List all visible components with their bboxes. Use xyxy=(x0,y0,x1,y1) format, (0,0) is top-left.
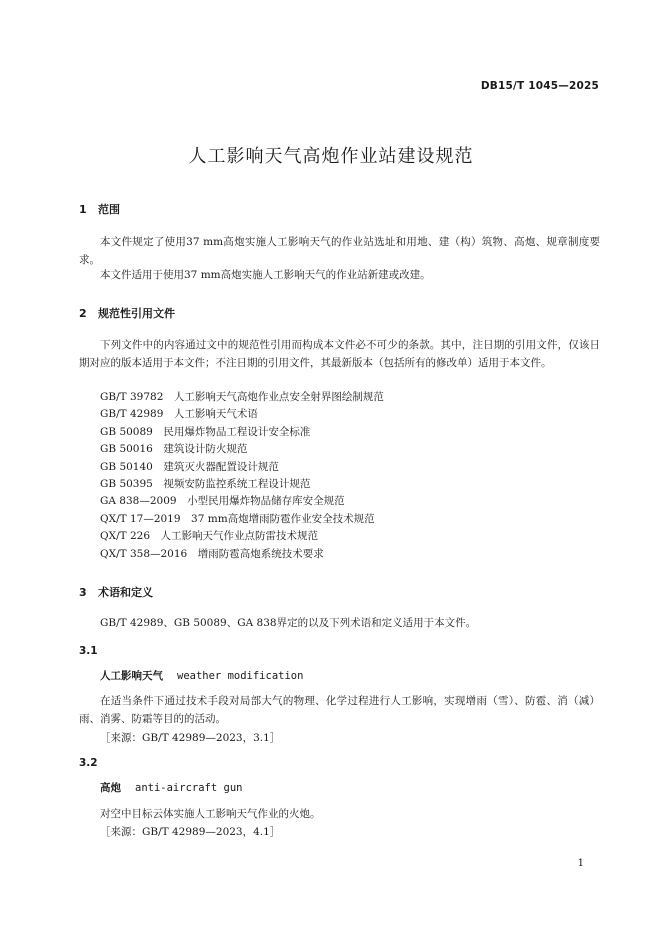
term-english: weather modification xyxy=(177,670,304,682)
reference-item: GB/T 42989 人工影响天气术语 xyxy=(100,408,258,421)
reference-item: GA 838—2009 小型民用爆炸物品储存库安全规范 xyxy=(100,495,345,508)
term-definition: 对空中目标云体实施人工影响天气作业的火炮。 xyxy=(100,808,321,820)
reference-item: QX/T 358—2016 增雨防雹高炮系统技术要求 xyxy=(100,547,324,560)
section-heading-2 xyxy=(79,305,175,321)
section-number: 1 xyxy=(79,203,87,216)
reference-item: GB 50140 建筑灭火器配置设计规范 xyxy=(100,460,279,473)
reference-item: QX/T 226 人工影响天气作业点防雷技术规范 xyxy=(100,530,319,543)
section-title: 规范性引用文件 xyxy=(98,307,175,320)
paragraph: 本文件适用于使用37 mm高炮实施人工影响天气的作业站新建或改建。 xyxy=(100,269,431,281)
section-title: 范围 xyxy=(98,203,120,216)
term-english: anti-aircraft gun xyxy=(135,782,243,794)
term-chinese: 人工影响天气 xyxy=(100,670,163,682)
clause-number: 3.2 xyxy=(79,757,98,769)
reference-item: GB 50089 民用爆炸物品工程设计安全标准 xyxy=(100,425,311,438)
document-title: 人工影响天气高炮作业站建设规范 xyxy=(188,146,474,167)
reference-item: QX/T 17—2019 37 mm高炮增雨防雹作业安全技术规范 xyxy=(100,512,375,525)
section-heading-1 xyxy=(79,201,120,217)
doc-code: DB15/T 1045—2025 xyxy=(480,80,599,92)
term-chinese: 高炮 xyxy=(100,782,121,794)
term-source: ［来源：GB/T 42989—2023，4.1］ xyxy=(100,826,281,838)
reference-item: GB/T 39782 人工影响天气高炮作业点安全射界图绘制规范 xyxy=(100,391,384,403)
section-number: 2 xyxy=(79,307,87,320)
section-title: 术语和定义 xyxy=(98,586,153,599)
page-number: 1 xyxy=(577,858,584,869)
reference-list xyxy=(100,389,384,563)
paragraph: 本文件规定了使用37 mm高炮实施人工影响天气的作业站选址和用地、建（构）筑物、高炮、规章制度要求。 xyxy=(79,236,600,266)
reference-item: GB 50395 视频安防监控系统工程设计规范 xyxy=(100,477,311,490)
clause-number: 3.1 xyxy=(79,645,98,657)
term-entry xyxy=(100,780,242,795)
term-source: ［来源：GB/T 42989—2023，3.1］ xyxy=(100,732,281,744)
section-heading-3 xyxy=(79,584,153,600)
section-number: 3 xyxy=(79,586,87,599)
term-definition: 在适当条件下通过技术手段对局部大气的物理、化学过程进行人工影响，实现增雨（雪）、防雹、消（减）雨、消雾、防霜等目的的活动。 xyxy=(79,695,600,725)
term-entry xyxy=(100,668,303,683)
paragraph: 下列文件中的内容通过文中的规范性引用而构成本文件必不可少的条款。其中，注日期的引用文件，仅该日期对应的版本适用于本文件；不注日期的引用文件，其最新版本（包括所有的修改单）适用于本文件。 xyxy=(79,339,600,369)
reference-item: GB 50016 建筑设计防火规范 xyxy=(100,443,248,456)
paragraph: GB/T 42989、GB 50089、GA 838界定的以及下列术语和定义适用于本文件。 xyxy=(100,617,477,629)
